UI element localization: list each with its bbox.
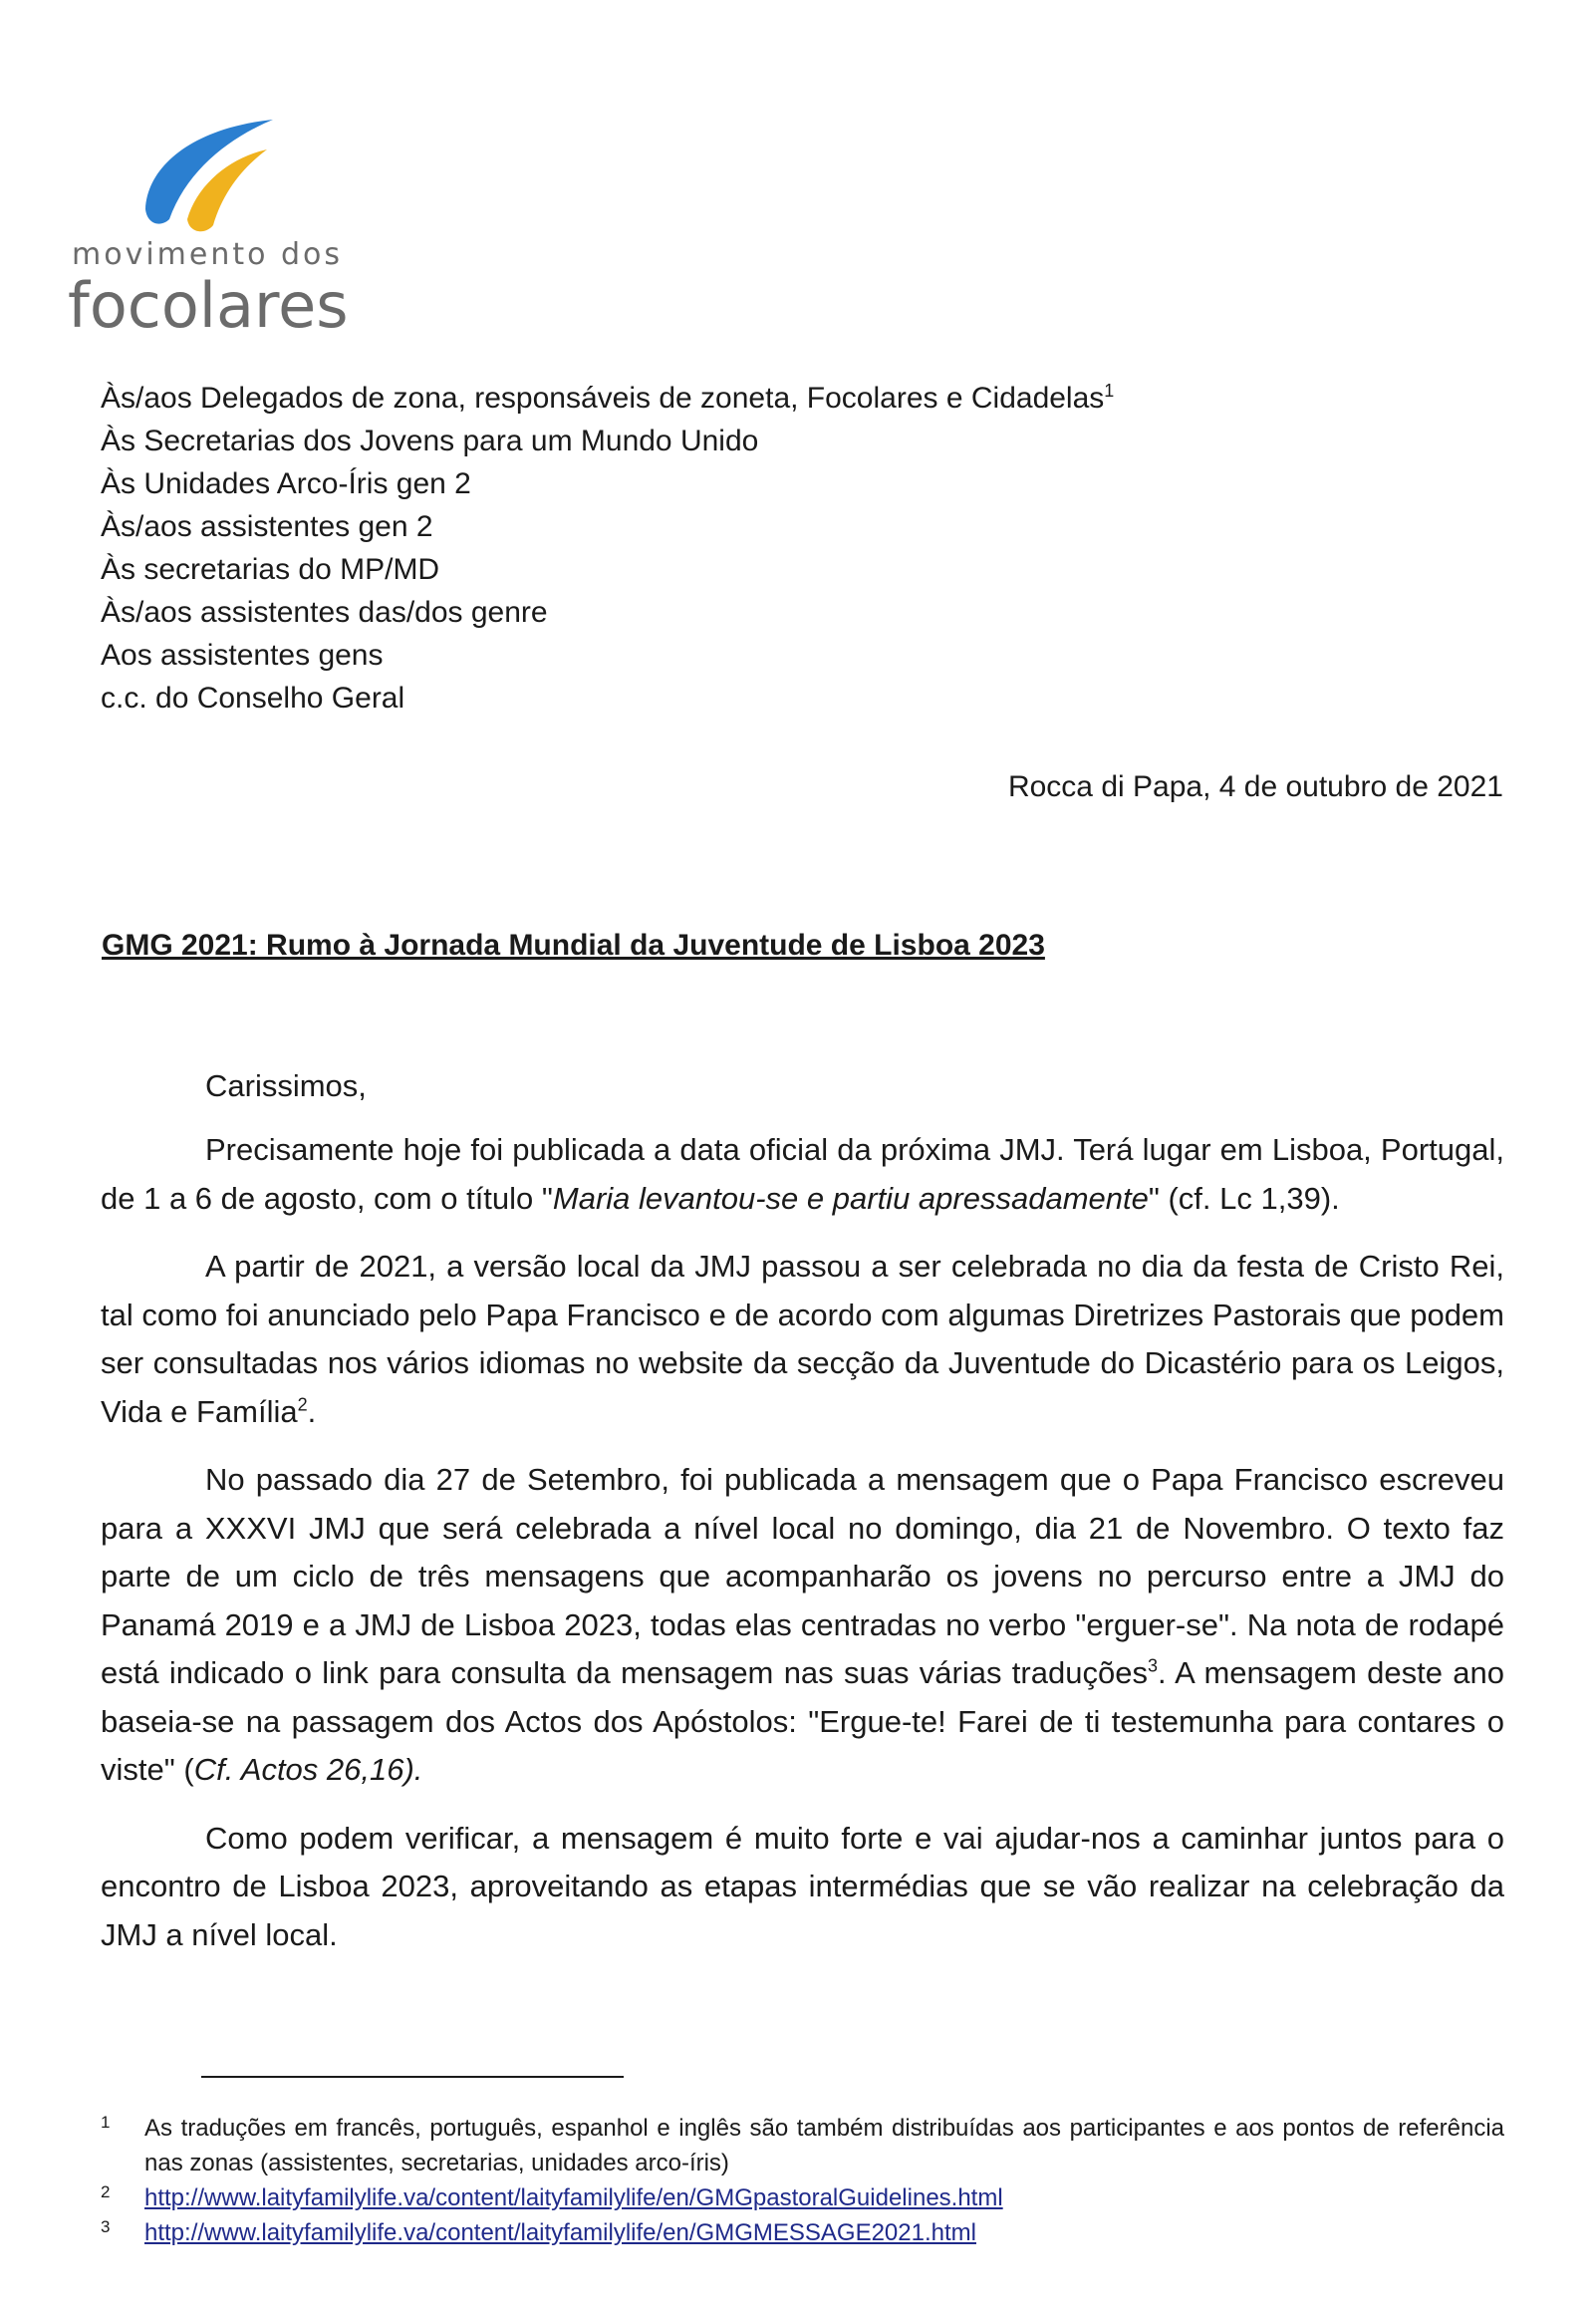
recipient-line: Às Secretarias dos Jovens para um Mundo Unido (101, 425, 759, 457)
footnote-number: 2 (101, 2182, 111, 2201)
footnote-2 (101, 2180, 1504, 2215)
dateline: Rocca di Papa, 4 de outubro de 2021 (1007, 770, 1503, 803)
recipient-line: Às/aos assistentes das/dos genre (101, 596, 548, 629)
logo-big-text: focolares (68, 269, 349, 342)
footnote-ref[interactable]: 3 (1147, 1655, 1158, 1676)
footnote-link[interactable]: http://www.laityfamilylife.va/content/laityfamilylife/en/GMGMESSAGE2021.html (144, 2219, 976, 2246)
paragraph-2: A partir de 2021, a versão local da JMJ passou a ser celebrada no dia da festa de Cristo Rei, tal como foi anunciado pelo Papa Francisco e de acordo com algumas Diretrizes Pastorais que podem ser consultadas nos vários idiomas no website da secção da Juventude do Dicastério para os Leigos, Vida e Família$^2$. (101, 1249, 1504, 1429)
footnote-link[interactable]: http://www.laityfamilylife.va/content/laityfamilylife/en/GMGpastoralGuidelines.html (144, 2184, 1003, 2211)
footnote-number: 1 (101, 2113, 111, 2132)
recipient-line: Às Unidades Arco-Íris gen 2 (101, 467, 471, 500)
logo-small-text: movimento dos (72, 237, 344, 272)
paragraph-3: No passado dia 27 de Setembro, foi publicada a mensagem que o Papa Francisco escreveu para a XXXVI JMJ que será celebrada a nível local no domingo, dia 21 de Novembro. O texto faz parte de um ciclo de três mensagens que acompanharão os jovens no percurso entre a JMJ do Panamá 2019 e a JMJ de Lisboa 2023, todas elas centradas no verbo "erguer-se". Na nota de rodapé está indicado o link para consulta da mensagem nas suas várias traduções$^3$. A mensagem deste ano baseia-se na passagem dos Actos dos Apóstolos: "Ergue-te! Farei de ti testemunha para contares o viste" (Cf. Actos 26,16). (101, 1462, 1504, 1787)
recipient-line: Às/aos Delegados de zona, responsáveis de zoneta, Focolares e Cidadelas$^1$ (101, 381, 1115, 415)
footnote-1 (101, 2111, 1504, 2180)
paragraph-1: Precisamente hoje foi publicada a data oficial da próxima JMJ. Terá lugar em Lisboa, Portugal, de 1 a 6 de agosto, com o título "Maria levantou-se e partiu apressadamente" (cf. Lc 1,39). (101, 1132, 1504, 1216)
footnote-separator (201, 2076, 624, 2078)
salutation: Carissimos, (205, 1068, 367, 1103)
recipient-line: Às secretarias do MP/MD (101, 553, 440, 586)
footnote-ref[interactable]: 2 (297, 1394, 308, 1415)
recipient-line: Às/aos assistentes gen 2 (101, 510, 433, 543)
recipient-line: c.c. do Conselho Geral (101, 682, 405, 715)
footnote-number: 3 (101, 2217, 111, 2236)
paragraph-4: Como podem verificar, a mensagem é muito forte e vai ajudar-nos a caminhar juntos para o encontro de Lisboa 2023, aproveitando as etapas intermédias que se vão realizar na celebração da JMJ a nível local. (101, 1820, 1504, 1952)
focolares-logo-icon (135, 110, 285, 239)
recipients-list (101, 377, 1396, 720)
subject-heading: GMG 2021: Rumo à Jornada Mundial da Juventude de Lisboa 2023 (102, 929, 1045, 962)
focolares-logo (68, 110, 349, 342)
footnote-3 (101, 2215, 1504, 2250)
recipient-line: Aos assistentes gens (101, 639, 384, 672)
footnote-text: As traduções em francês, português, espanhol e inglês são também distribuídas aos participantes e aos pontos de referência nas zonas (assistentes, secretarias, unidades arco-íris) (144, 2115, 1504, 2176)
footnote-ref[interactable]: 1 (1104, 381, 1115, 401)
footnotes (101, 2111, 1504, 2250)
letter-body (101, 1064, 1504, 1979)
